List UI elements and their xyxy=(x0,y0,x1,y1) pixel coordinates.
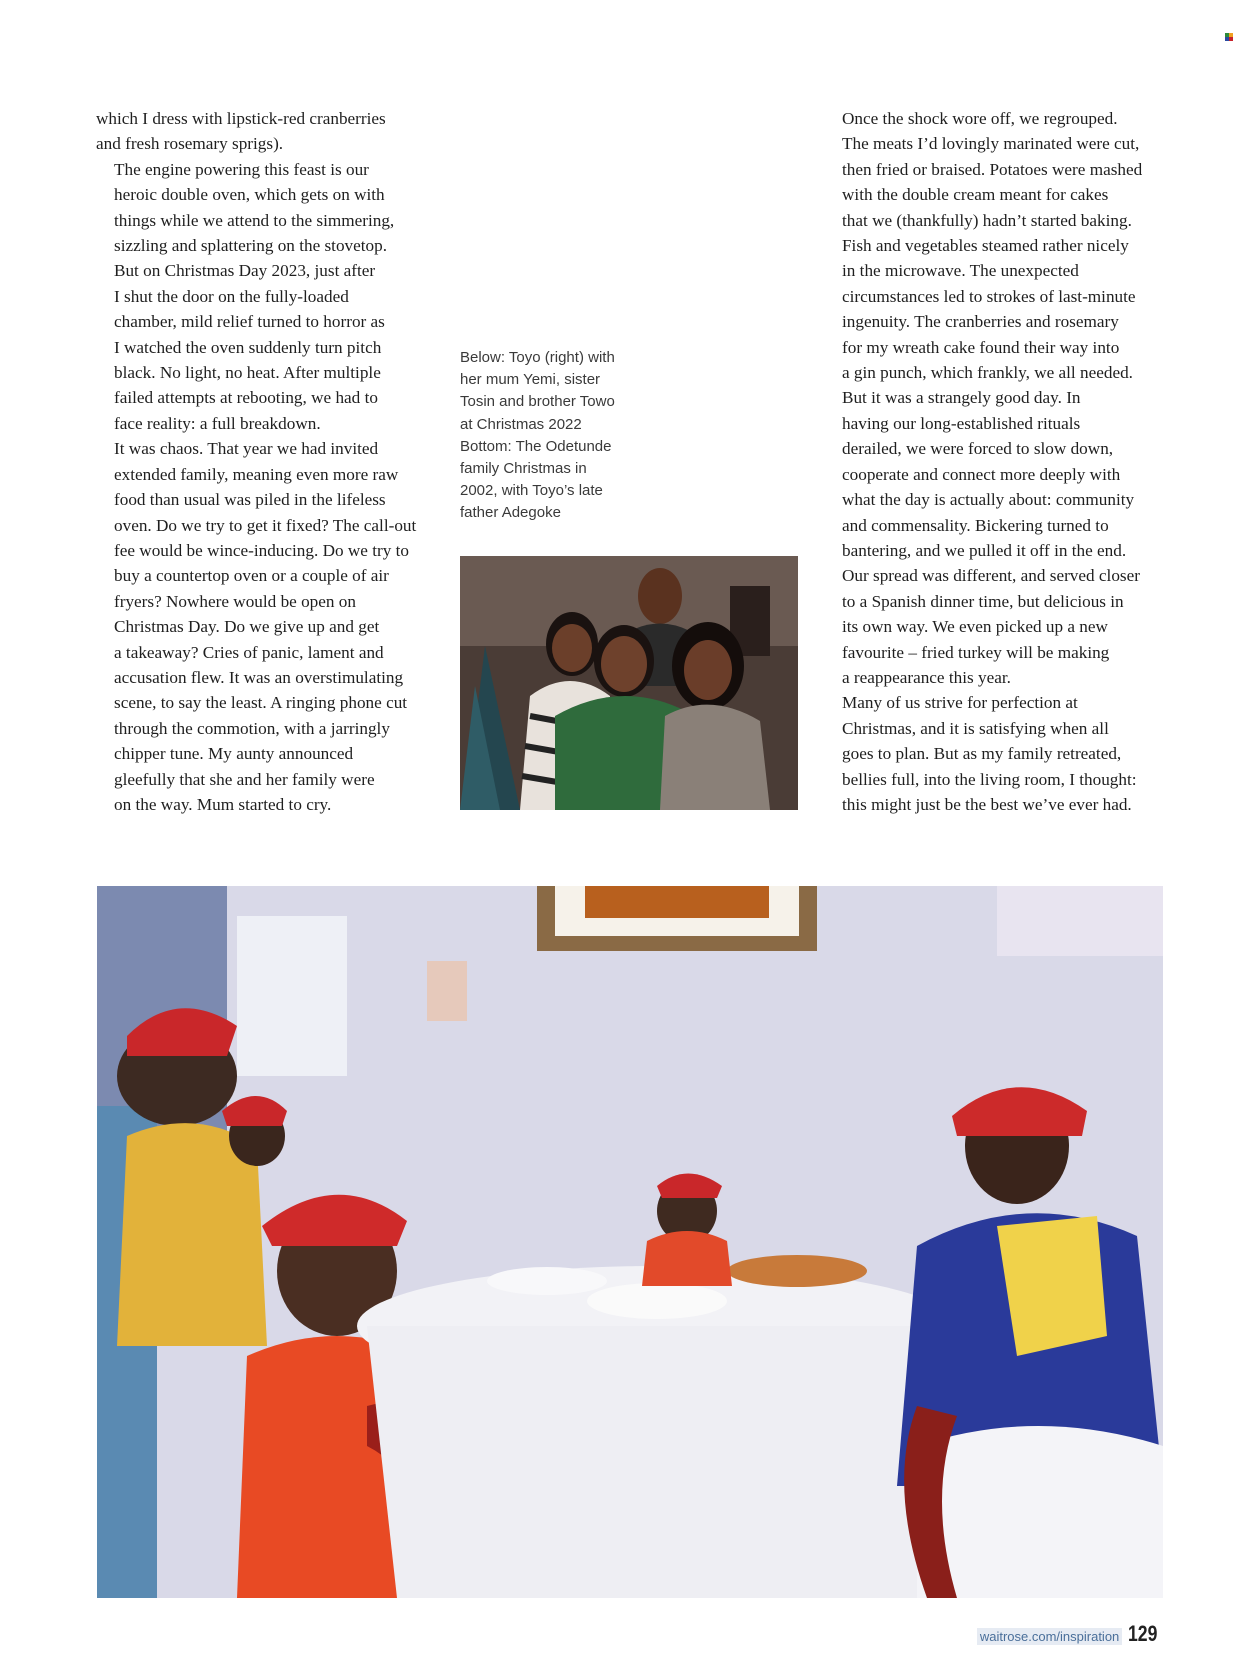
family-photo-2002 xyxy=(97,886,1163,1598)
text-line: But on Christmas Day 2023, just after xyxy=(114,261,376,281)
text-line: goes to plan. But as my family retreated, xyxy=(842,744,1122,764)
text-line: a reappearance this year. xyxy=(842,667,1011,687)
text-line: which I dress with lipstick-red cranberries xyxy=(96,109,386,128)
text-line: Fish and vegetables steamed rather nicely xyxy=(842,236,1129,256)
text-line: failed attempts at rebooting, we had to xyxy=(114,388,378,408)
text-line: what the day is actually about: community xyxy=(842,490,1135,510)
text-line: Our spread was different, and served closer xyxy=(842,566,1140,586)
text-line: bellies full, into the living room, I thought: xyxy=(842,769,1137,789)
article-paragraph xyxy=(824,385,1169,690)
article-paragraph xyxy=(96,436,456,817)
text-line: cooperate and connect more deeply with xyxy=(842,464,1121,484)
text-line: sizzling and splattering on the stovetop. xyxy=(114,236,388,256)
text-line: through the commotion, with a jarringly xyxy=(114,718,390,738)
text-line: But it was a strangely good day. In xyxy=(842,388,1081,408)
text-line: and commensality. Bickering turned to xyxy=(842,515,1109,535)
text-line: Christmas Day. Do we give up and get xyxy=(114,617,380,637)
footer-url-link[interactable]: waitrose.com/inspiration xyxy=(977,1628,1122,1645)
text-line: for my wreath cake found their way into xyxy=(842,337,1120,357)
text-line: Christmas, and it is satisfying when all xyxy=(842,718,1109,738)
text-line: face reality: a full breakdown. xyxy=(114,413,321,433)
article-paragraph xyxy=(824,106,1169,385)
caption-line: Below: Toyo (right) with xyxy=(460,349,615,366)
text-line: a takeaway? Cries of panic, lament and xyxy=(114,642,384,662)
caption-line: Bottom: The Odetunde xyxy=(460,437,612,455)
text-line: accusation flew. It was an overstimulating xyxy=(114,667,404,687)
article-paragraph xyxy=(96,157,456,436)
page-footer xyxy=(977,1621,1165,1647)
text-line: then fried or braised. Potatoes were mashed xyxy=(842,159,1143,179)
caption-line: at Christmas 2022 xyxy=(460,415,582,433)
article-paragraph xyxy=(824,690,1169,817)
text-line: buy a countertop oven or a couple of air xyxy=(114,566,389,586)
text-line: to a Spanish dinner time, but delicious in xyxy=(842,591,1124,611)
text-line: scene, to say the least. A ringing phone cut xyxy=(114,693,408,713)
text-line: The meats I’d lovingly marinated were cut, xyxy=(842,134,1140,154)
text-line: chipper tune. My aunty announced xyxy=(114,744,354,764)
text-line: that we (thankfully) hadn’t started baking. xyxy=(842,210,1132,230)
text-line: fryers? Nowhere would be open on xyxy=(114,591,356,611)
text-line: ingenuity. The cranberries and rosemary xyxy=(842,312,1119,332)
article-paragraph xyxy=(96,106,456,157)
text-line: chamber, mild relief turned to horror as xyxy=(114,312,385,332)
caption-line: family Christmas in xyxy=(460,460,587,478)
text-line: having our long-established rituals xyxy=(842,413,1081,433)
text-line: I watched the oven suddenly turn pitch xyxy=(114,337,382,357)
text-line: I shut the door on the fully-loaded xyxy=(114,286,349,306)
text-line: circumstances led to strokes of last-minute xyxy=(842,286,1136,306)
text-line: bantering, and we pulled it off in the end. xyxy=(842,540,1127,560)
text-line: in the microwave. The unexpected xyxy=(842,261,1079,281)
text-line: a gin punch, which frankly, we all needed. xyxy=(842,363,1133,383)
text-line: this might just be the best we’ve ever had. xyxy=(842,794,1132,814)
text-line: black. No light, no heat. After multiple xyxy=(114,363,381,383)
text-line: things while we attend to the simmering, xyxy=(114,210,395,230)
text-line: The engine powering this feast is our xyxy=(114,159,369,179)
text-line: and fresh rosemary sprigs). xyxy=(96,134,284,154)
text-line: favourite – fried turkey will be making xyxy=(842,642,1110,662)
caption-line: her mum Yemi, sister xyxy=(460,371,601,389)
caption-line: 2002, with Toyo’s late xyxy=(460,482,603,500)
text-line: its own way. We even picked up a new xyxy=(842,617,1108,637)
page-number: 129 xyxy=(1128,1621,1158,1646)
article-column-left xyxy=(96,106,456,817)
text-line: fee would be wince-inducing. Do we try to xyxy=(114,540,409,560)
text-line: Once the shock wore off, we regrouped. xyxy=(842,109,1118,128)
corner-logo-icon xyxy=(1225,33,1233,41)
text-line: food than usual was piled in the lifeless xyxy=(114,490,386,510)
text-line: with the double cream meant for cakes xyxy=(842,185,1109,205)
text-line: oven. Do we try to get it fixed? The call-out xyxy=(114,515,417,535)
caption-line: father Adegoke xyxy=(460,504,561,522)
photo-caption xyxy=(460,347,660,525)
text-line: gleefully that she and her family were xyxy=(114,769,375,789)
text-line: extended family, meaning even more raw xyxy=(114,464,399,484)
text-line: Many of us strive for perfection at xyxy=(842,693,1078,713)
text-line: It was chaos. That year we had invited xyxy=(114,439,379,459)
text-line: on the way. Mum started to cry. xyxy=(114,794,332,814)
caption-line: Tosin and brother Towo xyxy=(460,393,615,411)
family-photo-2022 xyxy=(460,556,798,810)
article-column-right xyxy=(824,106,1169,817)
text-line: derailed, we were forced to slow down, xyxy=(842,439,1114,459)
text-line: heroic double oven, which gets on with xyxy=(114,185,385,205)
